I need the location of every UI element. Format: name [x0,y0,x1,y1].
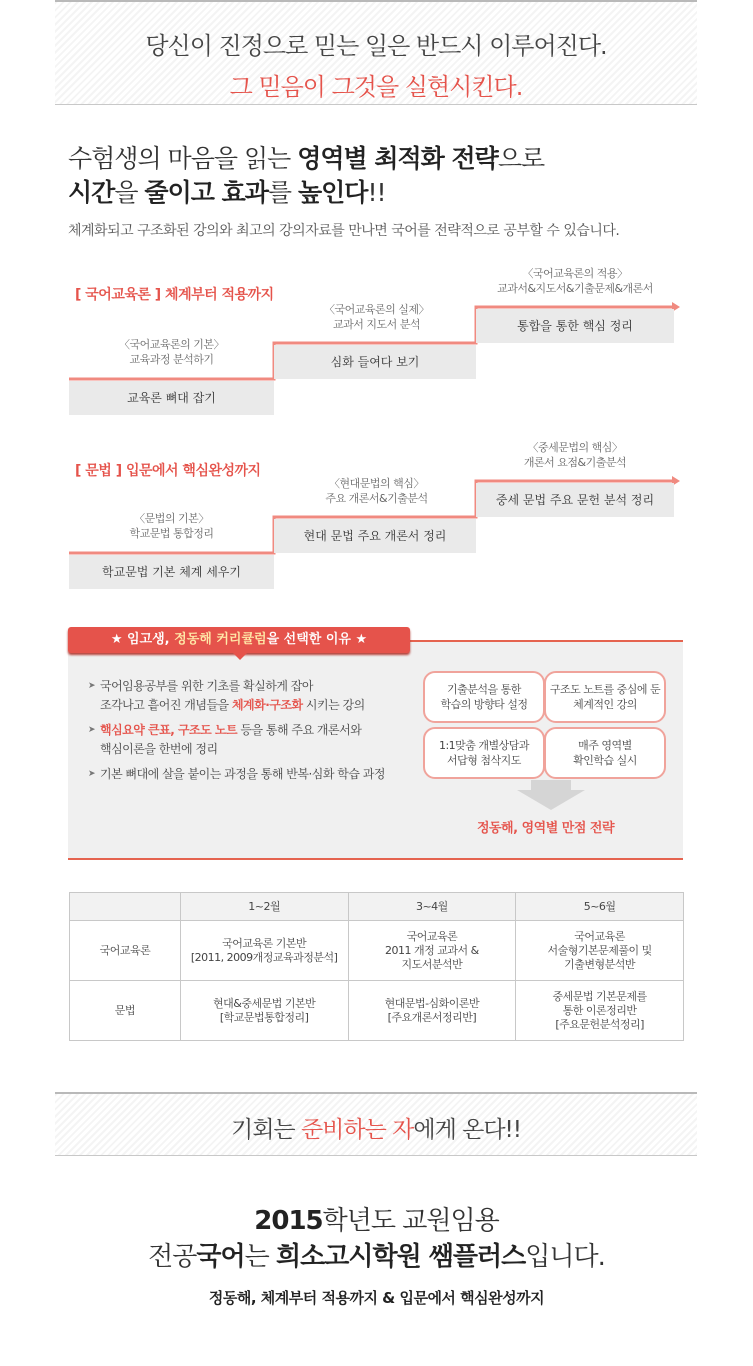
headline-text: 수험생의 마음을 읽는 [68,144,298,173]
step-caption [69,511,274,541]
headline-text: 을 [114,178,145,207]
step-box: 중세 문법 주요 문헌 분석 정리 [476,483,674,517]
step-caption-line: 학교문법 통합정리 [129,527,214,540]
table-cell [180,921,348,981]
cell-line: [주요개론서정리반] [387,1010,477,1024]
result-strategy: 정동해, 영역별 만점 전략 [476,821,615,836]
headline-bold: 높인다 [298,178,368,207]
final-text: 는 [244,1242,276,1272]
table-cell [348,981,516,1041]
pill-line: 1:1맞춤 개별상담과 [438,739,530,752]
bullet-highlight: 핵심요약 큰표, 구조도 노트 [100,723,238,737]
why-tab-text: 을 선택한 이유 ★ [266,632,368,647]
step-caption-line: 교과서 지도서 분석 [332,318,420,331]
cell-line: 기출변형분석반 [564,957,636,971]
table-header: 5~6월 [516,893,684,921]
bullet-arrow-icon: ➤ [88,725,96,735]
step-caption-line: 〈중세문법의 핵심〉 [527,441,623,454]
final-line-2 [0,1236,753,1273]
step-caption [69,337,274,367]
cell-line: 현대&중세문법 기본반 [213,996,316,1010]
table-cell [516,921,684,981]
headline-bold: 시간 [68,178,115,207]
final-tagline: 정동해, 체계부터 적용까지 & 입문에서 핵심완성까지 [208,1289,545,1307]
section1-title: [ 국어교육론 ] 체계부터 적용까지 [75,287,274,303]
cell-line: 국어교육론 [574,929,625,943]
final-line-1 [0,1200,753,1237]
step-box: 심화 들여다 보기 [274,345,476,379]
step-caption-line: 〈국어교육론의 실제〉 [323,303,429,316]
bullet-text: 기본 뼈대에 살을 붙이는 과정을 통해 반복·심화 학습 과정 [100,767,385,781]
cell-line: 서술형기본문제풀이 및 [547,943,652,957]
list-item [88,765,385,784]
cell-line: 현대문법-심화이론반 [384,996,480,1010]
bullet-highlight: 체계화·구조화 [231,698,303,712]
step-caption-line: 교육과정 분석하기 [129,353,214,366]
step-box: 교육론 뼈대 잡기 [69,381,274,415]
headline-subtext: 체계화되고 구조화된 강의와 최고의 강의자료를 만나면 국어를 전략적으로 공부할 수 있습니다. [68,223,620,239]
headline-text: !! [367,178,386,207]
step-caption [470,440,680,470]
cell-line: [학교문법통합정리] [219,1010,309,1024]
headline-text: 으로 [497,144,545,173]
why-tab-text: ★ 임고생, [110,632,175,647]
table-cell-subject: 국어교육론 [70,921,181,981]
schedule-table [69,892,684,1041]
banner-text: 에게 온다!! [413,1117,521,1143]
feature-pill [544,727,666,779]
bullet-text: 국어임용공부를 위한 기초를 확실하게 잡아 [100,679,313,693]
final-bold: 희소고시학원 쌤플러스 [276,1242,526,1272]
banner-text: 기회는 [231,1117,301,1143]
final-text: 전공 [148,1242,197,1272]
table-header: 1~2월 [180,893,348,921]
opportunity-text [55,1111,697,1144]
step-box: 현대 문법 주요 개론서 정리 [274,519,476,553]
why-tab [68,627,410,653]
cell-line: [주요문헌분석정리] [555,1017,644,1031]
bullet-text: 시키는 강의 [302,698,365,712]
down-arrow-icon [517,780,585,810]
section2-title: [ 문법 ] 입문에서 핵심완성까지 [75,463,261,479]
feature-pill [423,727,545,779]
table-header [70,893,181,921]
cell-line: 국어교육론 기본반 [222,936,307,950]
pill-line: 매주 영역별 [578,739,632,752]
step-box: 통합을 통한 핵심 정리 [476,309,674,343]
step-caption-line: 주요 개론서&기출분석 [325,492,428,505]
final-text: 입니다. [525,1242,605,1272]
step-caption [470,266,680,296]
banner-highlight: 준비하는 자 [300,1117,414,1143]
step-caption [274,476,479,506]
table-row [70,981,684,1041]
pill-line: 학습의 방향타 설정 [440,698,528,711]
step-caption [274,302,479,332]
why-tab-highlight: 정동해 커리큘럼 [174,632,267,647]
list-item [88,677,385,715]
step-caption-line: 〈현대문법의 핵심〉 [329,477,424,490]
table-cell [180,981,348,1041]
table-row [70,921,684,981]
table-cell [348,921,516,981]
step-box: 학교문법 기본 체계 세우기 [69,555,274,589]
pill-line: 기출분석을 통한 [447,683,521,696]
cell-line: 중세문법 기본문제를 [552,989,647,1003]
cell-line: 통한 이론정리반 [562,1003,637,1017]
quote-line-2: 그 믿음이 그것을 실현시킨다. [229,73,523,101]
final-text: 학년도 교원임용 [322,1206,499,1236]
bullet-arrow-icon: ➤ [88,769,96,779]
cell-line: 지도서분석반 [401,957,463,971]
cell-line: 2011 개정 교과서 & [385,943,479,957]
table-header: 3~4월 [348,893,516,921]
pill-line: 확인학습 실시 [573,754,637,767]
step-caption-line: 〈국어교육론의 적용〉 [522,267,628,280]
list-item [88,721,385,759]
table-header-row [70,893,684,921]
bullet-arrow-icon: ➤ [88,681,96,691]
bullet-text: 등을 통해 주요 개론서와 [237,723,362,737]
why-tab-pointer-icon [233,653,247,660]
table-cell [516,981,684,1041]
step-caption-line: 〈국어교육론의 기본〉 [118,338,224,351]
final-year: 2015 [254,1206,323,1236]
why-bullet-list [88,677,385,790]
headline-bold: 영역별 최적화 전략 [297,144,498,173]
feature-pill [544,671,666,723]
headline-bold: 줄이고 효과 [144,178,268,207]
bullet-text: 조각나고 흩어진 개념들을 [100,698,232,712]
quote-line-1: 당신이 진정으로 믿는 일은 반드시 이루어진다. [145,32,607,60]
step-caption-line: 교과서&지도서&기출문제&개론서 [497,282,653,295]
pill-line: 서답형 첨삭지도 [447,754,521,767]
step-caption-line: 개론서 요점&기출분석 [523,456,627,469]
pill-line: 체계적인 강의 [573,698,637,711]
table-cell-subject: 문법 [70,981,181,1041]
pill-line: 구조도 노트를 중심에 둔 [549,683,661,696]
cell-line: 국어교육론 [406,929,458,943]
final-bold: 국어 [196,1242,245,1272]
bullet-text: 핵심이론을 한번에 정리 [100,742,218,756]
headline-text: 를 [267,178,298,207]
opportunity-banner [55,1092,697,1156]
feature-pill [423,671,545,723]
step-caption-line: 〈문법의 기본〉 [134,512,209,525]
cell-line: [2011, 2009개정교육과정분석] [190,950,338,964]
